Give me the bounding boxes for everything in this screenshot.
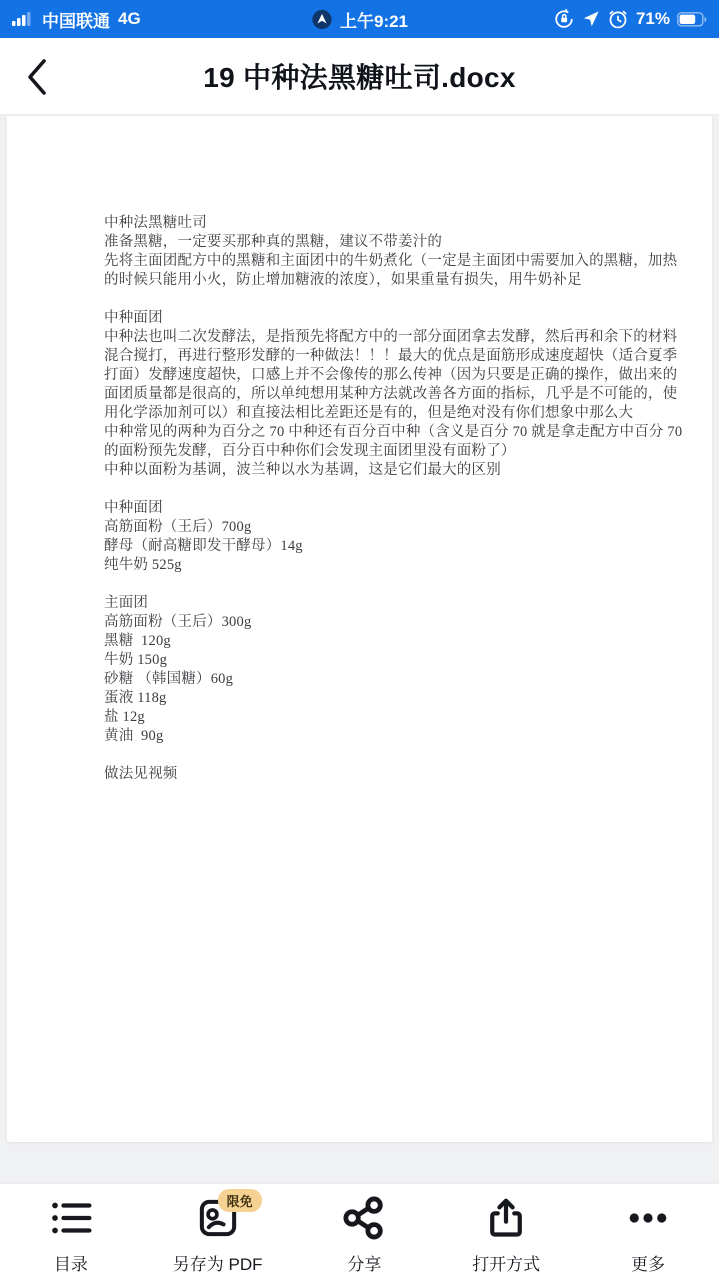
doc-line: 面团质量都是很高的，所以单纯想用某种方法就改善各方面的指标，几乎是不可能的，使	[104, 386, 678, 402]
network-type-label: 4G	[118, 9, 141, 28]
share-nodes-icon	[342, 1194, 386, 1242]
doc-line: 盐 12g	[104, 709, 145, 725]
doc-line: 做法见视频	[104, 766, 178, 782]
cellular-signal-icon	[12, 12, 34, 26]
share-button[interactable]	[324, 1194, 404, 1275]
doc-line: 混合搅打，再进行整形发酵的一种做法！！！最大的优点是面筋形成速度超快（适合夏季	[104, 348, 678, 364]
doc-line	[104, 480, 634, 499]
doc-line: 砂糖 （韩国糖）60g	[104, 671, 234, 687]
nav-header	[0, 38, 719, 115]
doc-line: 先将主面团配方中的黑糖和主面团中的牛奶煮化（一定是主面团中需要加入的黑糖，加热	[104, 253, 678, 269]
open-with-button[interactable]	[466, 1194, 546, 1275]
bottom-toolbar	[0, 1183, 719, 1280]
battery-percent-label: 71%	[635, 9, 670, 28]
doc-line: 准备黑糖，一定要买那种真的黑糖，建议不带姜汁的	[104, 234, 443, 250]
navigation-active-icon	[311, 9, 332, 30]
back-button[interactable]	[20, 56, 54, 98]
doc-line: 黑糖 120g	[104, 633, 171, 649]
doc-line: 打面）发酵速度超快，口感上并不会像传的那么传神（因为只要是正确的操作，做出来的	[104, 367, 678, 383]
location-arrow-icon	[582, 10, 600, 28]
doc-line: 的面粉预先发酵，百分百中种你们会发现主面团里没有面粉了）	[104, 443, 516, 459]
doc-line: 蛋液 118g	[104, 690, 167, 706]
doc-line: 中种常见的两种为百分之 70 中种还有百分百中种（含义是百分 70 就是拿走配方中百分 70	[104, 424, 683, 440]
doc-line	[104, 746, 634, 765]
doc-line	[104, 575, 634, 594]
doc-line: 中种法也叫二次发酵法，是指预先将配方中的一部分面团拿去发酵，然后再和余下的材料	[104, 329, 678, 345]
export-box-arrow-icon	[484, 1194, 528, 1242]
document-viewer[interactable]	[0, 115, 719, 1183]
open-with-label: 打开方式	[472, 1255, 541, 1274]
doc-line: 中种面团	[104, 310, 163, 326]
doc-line: 黄油 90g	[104, 728, 164, 744]
doc-line: 中种以面粉为基调，波兰种以水为基调，这是它们最大的区别	[104, 462, 501, 478]
doc-line: 中种面团	[104, 500, 163, 516]
doc-line: 的时候只能用小火，防止增加糖液的浓度），如果重量有损失，用牛奶补足	[104, 272, 582, 288]
status-bar	[0, 0, 719, 38]
clock-label: 上午9:21	[339, 11, 409, 31]
doc-line: 主面团	[104, 595, 149, 611]
alarm-clock-icon	[607, 8, 629, 30]
more-dots-icon	[626, 1194, 670, 1242]
pdf-export-icon	[196, 1194, 253, 1242]
doc-line: 高筋面粉（王后）700g	[104, 519, 252, 535]
share-label: 分享	[347, 1255, 382, 1274]
doc-line: 酵母（耐高糖即发干酵母）14g	[104, 538, 303, 554]
doc-line: 高筋面粉（王后）300g	[104, 614, 252, 630]
document-title: 19 中种法黑糖吐司.docx	[203, 62, 516, 93]
save-as-pdf-label: 另存为 PDF	[172, 1255, 263, 1274]
toc-label: 目录	[53, 1255, 88, 1274]
rotation-lock-icon	[553, 8, 575, 30]
save-as-pdf-button[interactable]	[173, 1194, 263, 1275]
battery-icon	[677, 12, 707, 27]
document-page	[7, 116, 712, 1142]
doc-line: 用化学添加剂可以）和直接法相比差距还是有的，但是绝对没有你们想象中那么大	[104, 405, 634, 421]
carrier-label: 中国联通	[42, 11, 110, 31]
toc-list-icon	[49, 1194, 93, 1242]
doc-line: 中种法黑糖吐司	[104, 215, 207, 231]
more-button[interactable]	[608, 1194, 688, 1275]
limited-free-badge: 限免	[218, 1189, 262, 1212]
toc-button[interactable]	[31, 1194, 111, 1275]
doc-line: 牛奶 150g	[104, 652, 168, 668]
doc-line: 纯牛奶 525g	[104, 557, 182, 573]
doc-line	[104, 290, 634, 309]
more-label: 更多	[631, 1255, 666, 1274]
